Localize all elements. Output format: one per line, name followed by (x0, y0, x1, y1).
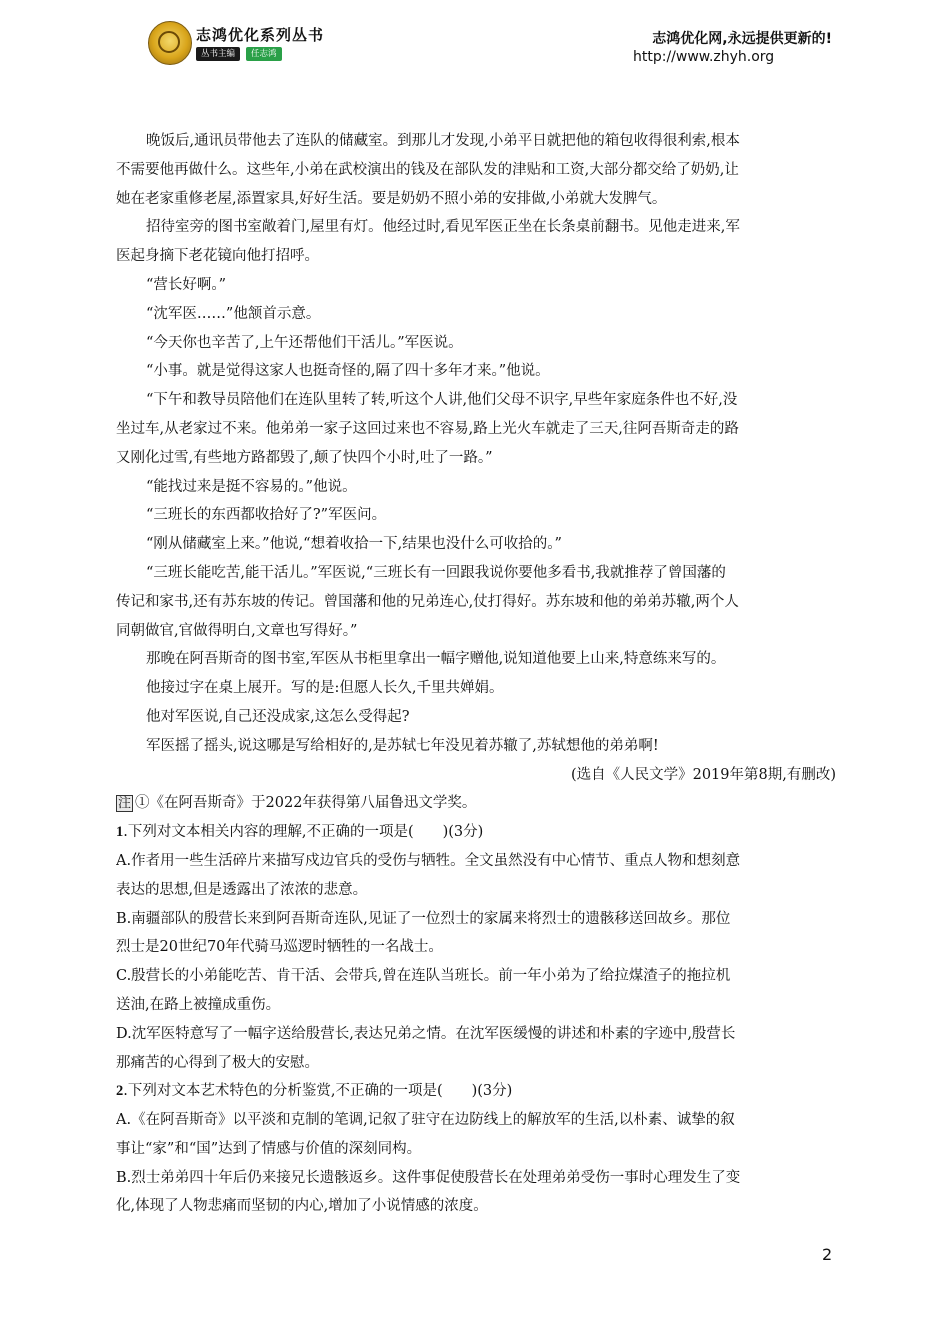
note-text: ①《在阿吾斯奇》于2022年获得第八届鲁迅文学奖。 (135, 795, 477, 812)
body-line: “沈军医……”他颔首示意。 (146, 305, 321, 322)
body-line: 军医摇了摇头,说这哪是写给相好的,是苏轼七年没见着苏辙了,苏轼想他的弟弟啊! (146, 737, 659, 754)
body-line: 传记和家书,还有苏东坡的传记。曾国藩和他的兄弟连心,仗打得好。苏东坡和他的弟弟苏辙,两个人 (116, 593, 739, 610)
page-header (0, 0, 950, 90)
body-line: “营长好啊。” (146, 276, 227, 293)
body-line: 晚饭后,通讯员带他去了连队的储藏室。到那儿才发现,小弟平日就把他的箱包收得很利索,根本 (146, 133, 740, 149)
body-line: “三班长的东西都收拾好了?”军医问。 (146, 507, 387, 524)
body-line: 招待室旁的图书室敞着门,屋里有灯。他经过时,看见军医正坐在长条桌前翻书。见他走进来,军 (146, 219, 740, 236)
option-line: A.作者用一些生活碎片来描写戍边官兵的受伤与牺牲。全文虽然没有中心情节、重点人物和想刻意 (116, 852, 741, 869)
question-stem: .下列对文本艺术特色的分析鉴赏,不正确的一项是( )(3分) (123, 1083, 513, 1100)
option-line: 那痛苦的心得到了极大的安慰。 (116, 1054, 319, 1071)
option-line: B.南疆部队的殷营长来到阿吾斯奇连队,见证了一位烈士的家属来将烈士的遗骸移送回故乡。那位 (116, 910, 731, 927)
series-title: 志鸿优化系列丛书 (196, 26, 325, 44)
footnote (116, 789, 836, 818)
option-line: 表达的思想,但是透露出了浓浓的悲意。 (116, 881, 368, 898)
body-line: 同朝做官,官做得明白,文章也写得好。” (116, 622, 358, 639)
series-logo-icon (148, 21, 192, 65)
question-2-stem (116, 1077, 836, 1106)
body-line: 不需要他再做什么。这些年,小弟在武校演出的钱及在部队发的津贴和工资,大部分都交给了奶奶,让 (116, 161, 739, 178)
body-line: 她在老家重修老屋,添置家具,好好生活。要是奶奶不照小弟的安排做,小弟就大发脾气。 (116, 190, 667, 207)
body-line: 他接过字在桌上展开。写的是:但愿人长久,千里共婵娟。 (146, 680, 504, 697)
body-line: “今天你也辛苦了,上午还帮他们干活儿。”军医说。 (146, 334, 463, 351)
body-line: “能找过来是挺不容易的。”他说。 (146, 478, 357, 495)
question-number: 1 (116, 824, 124, 841)
body-line: “刚从储藏室上来。”他说,“想着收拾一下,结果也没什么可收拾的。” (146, 536, 562, 553)
body-line: 他对军医说,自己还没成家,这怎么受得起? (146, 708, 410, 725)
page-number: 2 (822, 1245, 833, 1264)
option-line: 送油,在路上被撞成重伤。 (116, 996, 281, 1013)
option-line: 烈士是20世纪70年代骑马巡逻时牺牲的一名战士。 (116, 939, 443, 956)
body-line: 医起身摘下老花镜向他打招呼。 (116, 248, 319, 265)
document-body (116, 127, 836, 1221)
body-line: 又刚化过雪,有些地方路都毁了,颠了快四个小时,吐了一路。” (116, 449, 493, 466)
body-line: 那晚在阿吾斯奇的图书室,军医从书柜里拿出一幅字赠他,说知道他要上山来,特意练来写的。 (146, 651, 726, 668)
question-1-stem (116, 818, 836, 847)
editor-name: 任志鸿 (246, 47, 282, 61)
body-line: “三班长能吃苦,能干活儿。”军医说,“三班长有一回跟我说你要他多看书,我就推荐了曾国藩的 (146, 564, 726, 581)
option-line: B.烈士弟弟四十年后仍来接兄长遗骸返乡。这件事促使殷营长在处理弟弟受伤一事时心理发生了变 (116, 1169, 741, 1186)
option-line: A.《在阿吾斯奇》以平淡和克制的笔调,记叙了驻守在边防线上的解放军的生活,以朴素、诚挚的叙 (116, 1112, 735, 1129)
site-url[interactable]: http://www.zhyh.org (633, 49, 775, 65)
source-citation: (选自《人民文学》2019年第8期,有删改) (570, 766, 836, 783)
option-line: C.殷营长的小弟能吃苦、肯干活、会带兵,曾在连队当班长。前一年小弟为了给拉煤渣子的拖拉机 (116, 968, 731, 985)
body-line: “下午和教导员陪他们在连队里转了转,听这个人讲,他们父母不识字,早些年家庭条件也不好,没 (146, 392, 738, 409)
note-mark: 注 (118, 796, 132, 812)
site-slogan: 志鸿优化网,永远提供更新的! (652, 31, 832, 47)
option-line: 事让“家”和“国”达到了情感与价值的深刻同构。 (116, 1140, 422, 1157)
body-line: 坐过车,从老家过不来。他弟弟一家子这回过来也不容易,路上光火车就走了三天,往阿吾斯奇走的路 (116, 420, 739, 437)
option-line: D.沈军医特意写了一幅字送给殷营长,表达兄弟之情。在沈军医缓慢的讲述和朴素的字迹中,殷营长 (116, 1025, 736, 1042)
question-stem: .下列对文本相关内容的理解,不正确的一项是( )(3分) (123, 824, 484, 841)
editor-label: 丛书主编 (196, 47, 240, 61)
option-line: 化,体现了人物悲痛而坚韧的内心,增加了小说情感的浓度。 (116, 1198, 488, 1215)
question-number: 2 (116, 1083, 124, 1100)
body-line: “小事。就是觉得这家人也挺奇怪的,隔了四十多年才来。”他说。 (146, 363, 550, 380)
